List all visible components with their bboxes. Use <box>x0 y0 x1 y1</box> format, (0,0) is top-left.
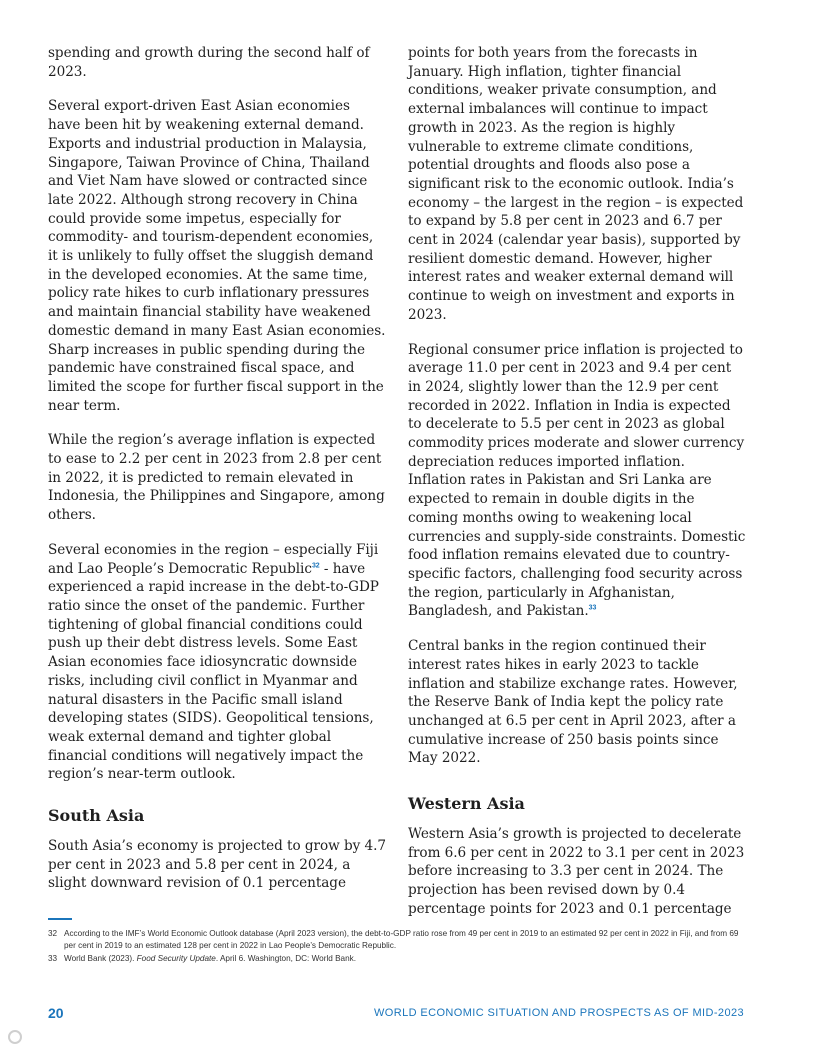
footnote-ref-32[interactable]: 32 <box>311 562 320 570</box>
right-column <box>408 44 746 935</box>
left-column <box>48 44 386 909</box>
footnote-title: Food Security Update <box>136 954 216 963</box>
footnote-item <box>48 953 748 965</box>
paragraph-text: Several economies in the region – especially Fiji and Lao People’s Democratic Republic <box>48 541 379 577</box>
body-paragraph: spending and growth during the second half of 2023. <box>48 45 370 80</box>
page-number: 20 <box>48 1005 64 1021</box>
footnote-text-part: World Bank (2023). <box>64 954 137 963</box>
watermark-logo-icon <box>8 1030 22 1044</box>
body-paragraph <box>408 341 746 622</box>
paragraph-text: - have experienced a rapid increase in the debt-to-GDP ratio since the onset of the pandemic. Further tightening of global financial conditions could push up their debt distress levels. Some East Asian economies face idiosyncratic downside risks, including civil conflict in Myanmar and natural disasters in the Pacific small island developing states (SIDS). Geopolitical tensions, weak external demand and tighter global financial conditions will negatively impact the region’s near-term outlook. <box>48 560 379 783</box>
footnote-number: 33 <box>48 954 58 963</box>
section-heading-south-asia: South Asia <box>48 806 145 826</box>
body-paragraph <box>48 541 386 784</box>
footnote-text: According to the IMF’s World Economic Outlook database (April 2023 version), the debt-to-GDP ratio rose from 49 per cent in 2019 to an estimated 92 per cent in 2022 in Fiji, and from 69 per cent in 2019 to an estimated 128 per cent in 2022 in Lao People’s Democratic Republic. <box>64 929 739 950</box>
watermark <box>8 1030 26 1044</box>
body-paragraph: Several export-driven East Asian economies have been hit by weakening external demand. Exports and industrial production in Malaysia, Singapore, Taiwan Province of China, Thailand and Viet Nam have slowed or contracted since late 2022. Although strong recovery in China could provide some impetus, especially for commodity- and tourism-dependent economies, it is unlikely to fully offset the sluggish demand in the developed economies. At the same time, policy rate hikes to curb inflationary pressures and maintain financial stability have weakened domestic demand in many East Asian economies. Sharp increases in public spending during the pandemic have constrained fiscal space, and limited the scope for further fiscal support in the near term. <box>48 98 386 414</box>
section-heading-western-asia: Western Asia <box>408 794 525 814</box>
body-paragraph: Western Asia’s growth is projected to decelerate from 6.6 per cent in 2022 to 3.1 per cent in 2023 before increasing to 3.3 per cent in 2024. The projection has been revised down by 0.4 percentage points for 2023 and 0.1 percentage <box>408 826 745 917</box>
footnotes <box>48 918 748 966</box>
footnote-divider <box>48 918 72 920</box>
body-paragraph: points for both years from the forecasts in January. High inflation, tighter financial conditions, weaker private consumption, and external imbalances will continue to impact growth in 2023. As the region is highly vulnerable to extreme climate conditions, potential droughts and floods also pose a significant risk to the economic outlook. India’s economy – the largest in the region – is expected to expand by 5.8 per cent in 2023 and 6.7 per cent in 2024 (calendar year basis), supported by resilient domestic demand. However, higher interest rates and weaker external demand will continue to weigh on investment and exports in 2023. <box>408 45 744 323</box>
running-title: WORLD ECONOMIC SITUATION AND PROSPECTS AS OF MID-2023 <box>374 1007 744 1019</box>
body-paragraph: While the region’s average inflation is expected to ease to 2.2 per cent in 2023 from 2.8 per cent in 2022, it is predicted to remain elevated in Indonesia, the Philippines and Singapore, among others. <box>48 432 385 524</box>
footnote-text-part: . April 6. Washington, DC: World Bank. <box>215 954 357 963</box>
footnote-item <box>48 928 748 952</box>
footnote-ref-33[interactable]: 33 <box>588 604 597 612</box>
body-paragraph: South Asia’s economy is projected to grow by 4.7 per cent in 2023 and 5.8 per cent in 2024, a slight downward revision of 0.1 percentage <box>48 838 386 892</box>
footnote-number: 32 <box>48 929 58 938</box>
paragraph-text: Regional consumer price inflation is projected to average 11.0 per cent in 2023 and 9.4 per cent in 2024, slightly lower than the 12.9 per cent recorded in 2022. Inflation in India is expected to decelerate to 5.5 per cent in 2023 as global commodity prices moderate and slower currency depreciation reduces imported inflation. Inflation rates in Pakistan and Sri Lanka are expected to remain in double digits in the coming months owing to weakening local currencies and supply-side constraints. Domestic food inflation remains elevated due to country-specific factors, challenging food security across the region, particularly in Afghanistan, Bangladesh, and Pakistan. <box>408 341 746 620</box>
footnote-text <box>64 953 748 965</box>
body-paragraph: Central banks in the region continued their interest rates hikes in early 2023 to tackle inflation and stabilize exchange rates. However, the Reserve Bank of India kept the policy rate unchanged at 6.5 per cent in April 2023, after a cumulative increase of 250 basis points since May 2022. <box>408 638 738 767</box>
